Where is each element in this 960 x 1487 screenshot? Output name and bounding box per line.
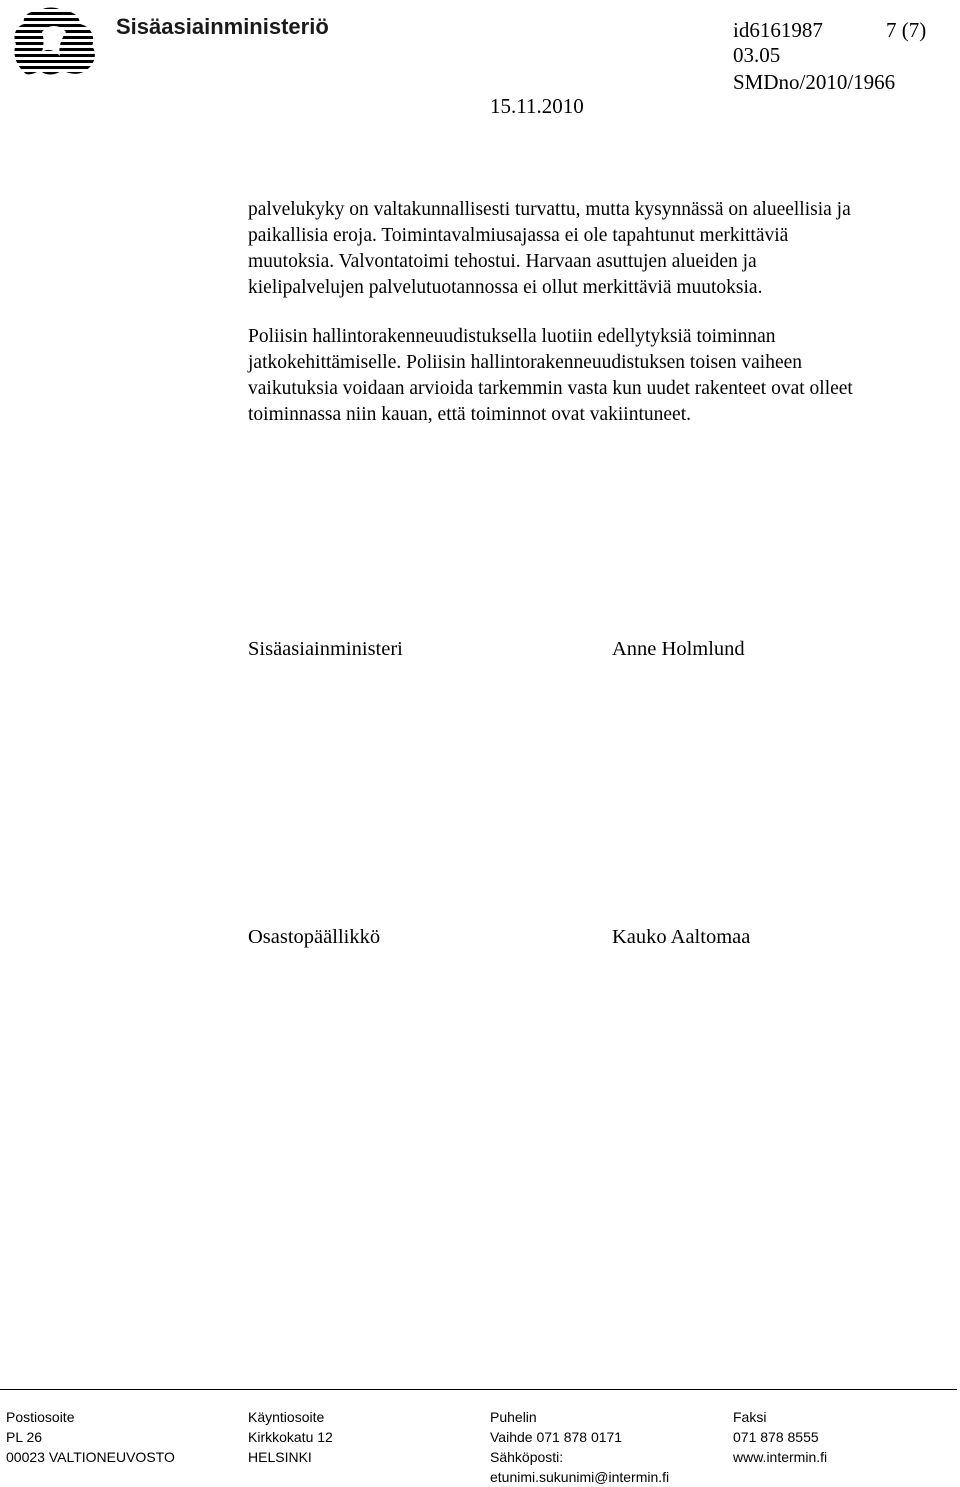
- body-line: paikallisia eroja. Toimintavalmiusajassa ei ole tapahtunut merkittäviä: [248, 225, 789, 246]
- footer-website-link[interactable]: www.intermin.fi: [733, 1449, 828, 1465]
- footer-divider: [0, 1389, 957, 1390]
- document-reference: SMDno/2010/1966: [733, 70, 896, 94]
- body-line: vaikutuksia voidaan arvioida tarkemmin vasta kun uudet rakenteet ovat olleet: [248, 378, 853, 399]
- document-id: id6161987: [733, 18, 823, 42]
- footer-line: Käyntiosoite: [248, 1409, 325, 1425]
- signatory-1-title: Sisäasiainministeri: [248, 638, 403, 660]
- document-date: 15.11.2010: [490, 94, 584, 118]
- organization-name: Sisäasiainministeriö: [116, 14, 329, 39]
- footer-line: Sähköposti:: [490, 1449, 564, 1465]
- signatory-2-title: Osastopäällikkö: [248, 926, 381, 948]
- body-paragraph-2: [248, 324, 948, 428]
- footer-line: Faksi: [733, 1409, 767, 1425]
- footer-line: 071 878 8555: [733, 1429, 819, 1445]
- document-code: 03.05: [733, 43, 781, 67]
- page-number: 7 (7): [886, 18, 927, 42]
- footer-fax-web: [733, 1407, 827, 1467]
- footer-line: PL 26: [6, 1429, 43, 1445]
- signatory-1-name: Anne Holmlund: [612, 638, 745, 660]
- footer-email-link[interactable]: etunimi.sukunimi@intermin.fi: [490, 1469, 670, 1485]
- body-line: jatkokehittämiselle. Poliisin hallintorakenneuudistuksen toisen vaiheen: [248, 352, 803, 373]
- footer-postal-address: [6, 1407, 175, 1467]
- body-line: muutoksia. Valvontatoimi tehostui. Harvaan asuttujen alueiden ja: [248, 251, 757, 272]
- body-line: toiminnassa niin kauan, että toiminnot ovat vakiintuneet.: [248, 404, 691, 425]
- body-line: Poliisin hallintorakenneuudistuksella luotiin edellytyksiä toiminnan: [248, 326, 776, 347]
- footer-line: HELSINKI: [248, 1449, 312, 1465]
- ministry-logo-icon: [6, 4, 104, 76]
- signatory-2-name: Kauko Aaltomaa: [612, 926, 751, 948]
- footer-line: Vaihde 071 878 0171: [490, 1429, 623, 1445]
- body-paragraph-1: [248, 197, 948, 301]
- body-line: kielipalvelujen palvelutuotannossa ei ollut merkittäviä muutoksia.: [248, 277, 763, 298]
- footer-line: Puhelin: [490, 1409, 537, 1425]
- footer-phone-email: [490, 1407, 669, 1487]
- body-line: palvelukyky on valtakunnallisesti turvattu, mutta kysynnässä on alueellisia ja: [248, 199, 851, 220]
- footer-line: Postiosoite: [6, 1409, 75, 1425]
- footer-line: Kirkkokatu 12: [248, 1429, 333, 1445]
- footer-visiting-address: [248, 1407, 333, 1467]
- footer-line: 00023 VALTIONEUVOSTO: [6, 1449, 175, 1465]
